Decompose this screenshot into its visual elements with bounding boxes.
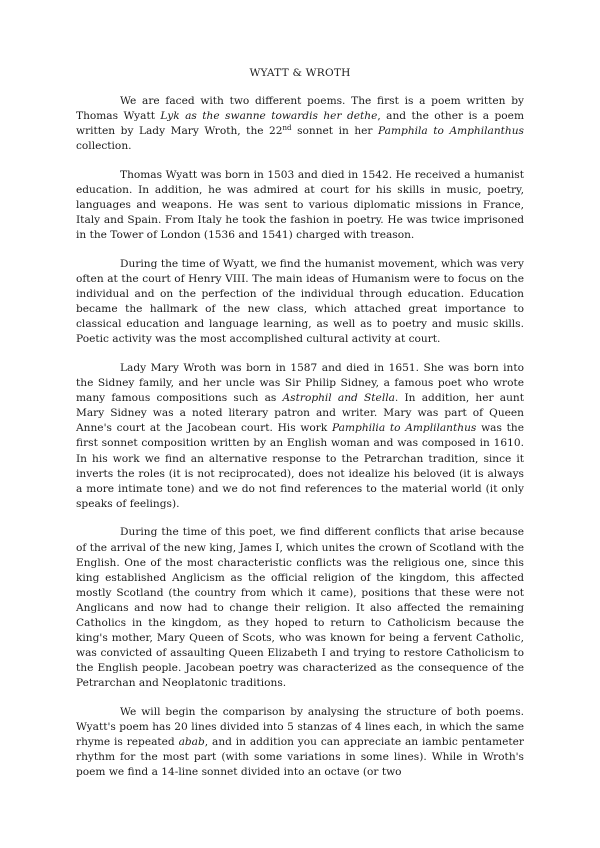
paragraph-comparison	[76, 705, 524, 780]
document-title: WYATT & WROTH	[249, 67, 351, 79]
paragraph-wroth-bio	[76, 361, 524, 512]
rhyme-scheme: abab	[178, 736, 205, 749]
paragraph-wyatt-bio: Thomas Wyatt was born in 1503 and died in 1542. He received a humanist education. In addition, he was admired at court for his skills in music, poetry, languages and weapons. He was sent to various diplomatic missions in France, Italy and Spain. From Italy he took the fashion in poetry. He was twice imprisoned in the Tower of London (1536 and 1541) charged with treason.	[76, 168, 524, 242]
collection-title-wroth: Pamphila to Amphilanthus	[378, 125, 524, 138]
work-title-pamphilia: Pamphilia to Amplilanthus	[332, 422, 477, 435]
paragraph-text: collection.	[76, 140, 132, 153]
paragraph-jacobean-conflicts: During the time of this poet, we find different conflicts that arise because of the arrival of the new king, James I, which unites the crown of Scotland with the English. One of the most characteristic conflicts was the religious one, since this king established Anglicism as the official religion of the kingdom, this affected mostly Scotland (the country from which it came), positions that these were not Anglicans and now had to change their religion. It also affected the remaining Catholics in the kingdom, as they hoped to return to Catholicism because the king's mother, Mary Queen of Scots, who was known for being a fervent Catholic, was convicted of assaulting Queen Elizabeth I and trying to restore Catholicism to the English people. Jacobean poetry was characterized as the consequence of the Petrarchan and Neoplatonic traditions.	[76, 526, 524, 690]
paragraph-text: , and the other is a poem written by Lady Mary Wroth, the 22	[76, 110, 524, 138]
poem-title-wyatt: Lyk as the swanne towardis her dethe	[160, 110, 378, 123]
paragraph-intro	[76, 94, 524, 154]
paragraph-text: , and in addition you can appreciate an iambic pentameter rhythm for the most part (with some variations in some lines). While in Wroth's poem we find a 14-line sonnet divided into an octave (or two	[76, 736, 525, 779]
paragraph-text: We are faced with two different poems. The first is a poem written by Thomas Wyatt	[76, 95, 524, 123]
paragraph-text: Lady Mary Wroth was born in 1587 and died in 1651. She was born into the Sidney family, and her uncle was Sir Philip Sidney, a famous poet who wrote many famous compositions such as	[76, 362, 524, 405]
ordinal-suffix: nd	[282, 124, 292, 133]
paragraph-humanism: During the time of Wyatt, we find the humanist movement, which was very often at the court of Henry VIII. The main ideas of Humanism were to focus on the individual and on the perfection of the individual through education. Education became the hallmark of the new class, which attached great importance to classical education and language learning, as well as to poetry and music skills. Poetic activity was the most accomplished cultural activity at court.	[76, 257, 524, 346]
work-title-astrophil: Astrophil and Stella	[282, 392, 395, 405]
paragraph-text: We will begin the comparison by analysing the structure of both poems. Wyatt's poem has 20 lines divided into 5 stanzas of 4 lines each, in which the same rhyme is repeated	[76, 705, 524, 749]
paragraph-text: sonnet in her	[291, 125, 379, 138]
paragraph-text: . In addition, her aunt Mary Sidney was a noted literary patron and writer. Mary was part of Queen Anne's court at the Jacobean court. His work	[76, 392, 524, 435]
paragraph-text: was the first sonnet composition written by an English woman and was composed in 1610. In his work we find an alternative response to the Petrarchan tradition, since it inverts the roles (it is not reciprocated), does not idealize his beloved (it is always a more intimate tone) and we do not find references to the material world (it only speaks of feelings).	[76, 422, 524, 510]
